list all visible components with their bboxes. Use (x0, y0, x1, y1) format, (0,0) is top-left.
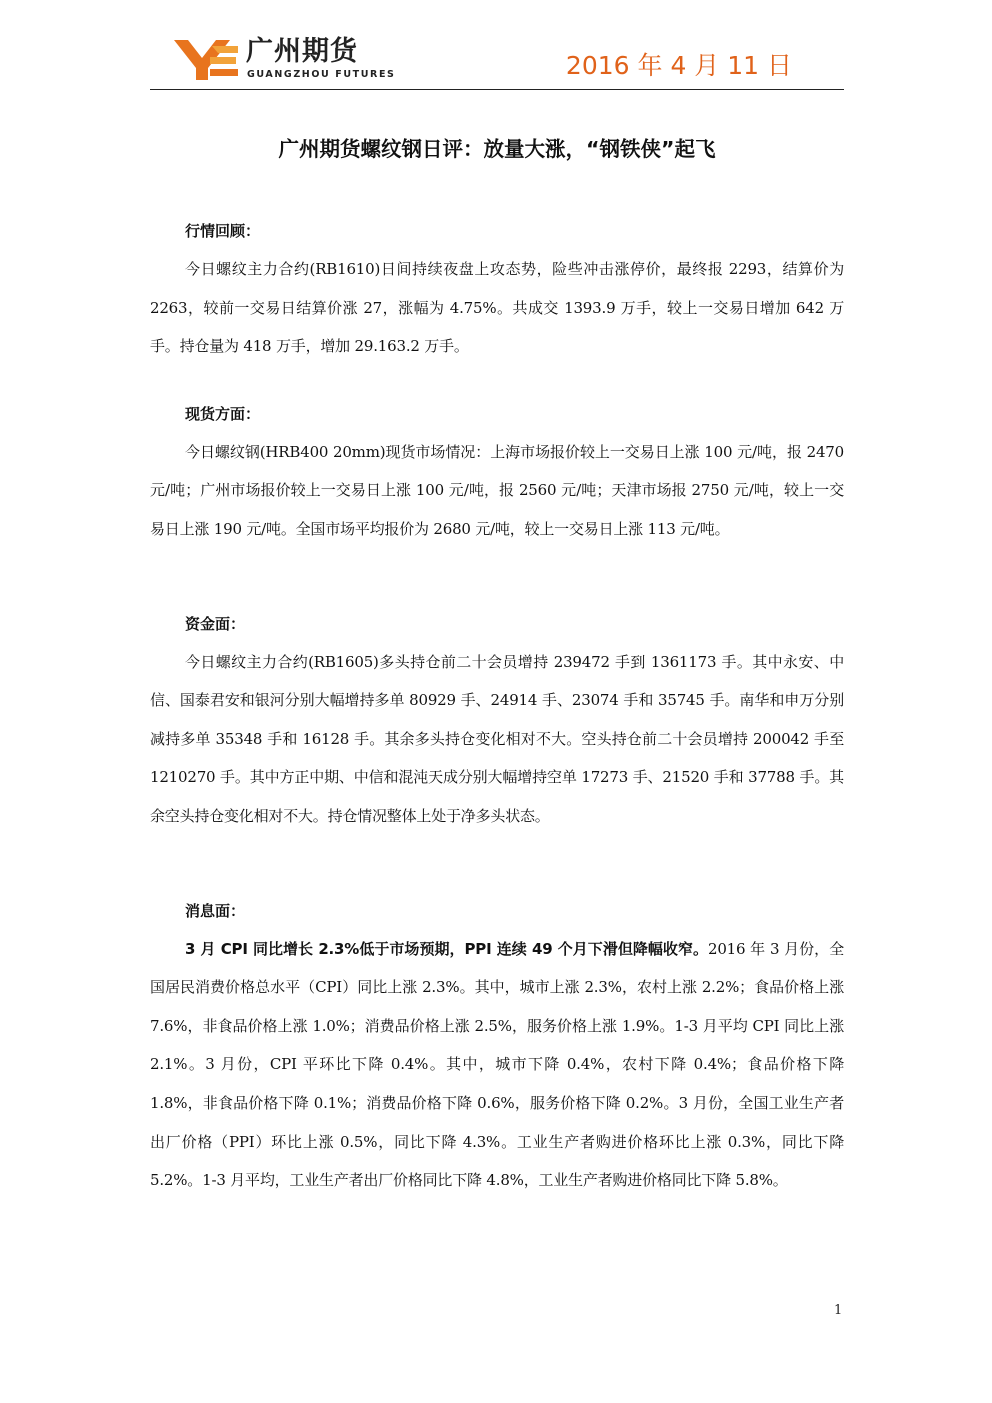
section-heading: 行情回顾： (185, 222, 261, 240)
brand-name-en: GUANGZHOU FUTURES (247, 69, 396, 80)
brand-name-cn: 广州期货 (246, 36, 358, 67)
paragraph-text: 2016 年 3 月份，全国居民消费价格总水平（CPI）同比上涨 2.3%。其中，城市上涨 2.3%，农村上涨 2.2%；食品价格上涨 7.6%，非食品价格上涨 1.0%；消费品价格上涨 2.5%，服务价格上涨 1.9%。1-3 月平均 CPI 同比上涨 2.1%。3 月份，CPI 平环比下降 0.4%。其中，城市下降 0.4%，农村下降 0.4%；食品价格下降 1.8%，非食品价格下降 0.1%；消费品价格下降 0.6%，服务价格下降 0.2%。3 月份，全国工业生产者出厂价格（PPI）环比上涨 0.5%，同比下降 4.3%。工业生产者购进价格环比上涨 0.3%，同比下降 5.2%。1-3 月平均，工业生产者出厂价格同比下降 4.8%，工业生产者购进价格同比下降 5.8%。 (150, 939, 844, 1190)
section-spot-market (150, 395, 844, 549)
paragraph-text: 今日螺纹主力合约(RB1610)日间持续夜盘上攻态势，险些冲击涨停价，最终报 2293，结算价为 2263，较前一交易日结算价涨 27，涨幅为 4.75%。共成交 1393.9 万手，较上一交易日增加 642 万手。持仓量为 418 万手，增加 29.163.2 万手。 (150, 260, 844, 356)
report-body (150, 212, 844, 1200)
section-capital (150, 605, 844, 836)
paragraph-text: 今日螺纹钢(HRB400 20mm)现货市场情况：上海市场报价较上一交易日上涨 100 元/吨，报 2470 元/吨；广州市场报价较上一交易日上涨 100 元/吨，报 2560 元/吨；天津市场报 2750 元/吨，较上一交易日上涨 190 元/吨。全国市场平均报价为 2680 元/吨，较上一交易日上涨 113 元/吨。 (150, 442, 844, 538)
section-paragraph (150, 433, 844, 549)
section-heading: 消息面： (185, 901, 246, 920)
section-paragraph (150, 250, 844, 366)
report-date: 2016 年 4 月 11 日 (565, 51, 792, 80)
section-paragraph (150, 930, 844, 1200)
report-title: 广州期货螺纹钢日评：放量大涨，“钢铁侠”起飞 (278, 137, 716, 161)
header-divider (150, 89, 844, 90)
guangzhou-futures-logo-icon (172, 38, 240, 82)
section-market-review (150, 212, 844, 366)
section-paragraph (150, 643, 844, 836)
page-number: 1 (834, 1303, 843, 1318)
news-headline: 3 月 CPI 同比增长 2.3%低于市场预期，PPI 连续 49 个月下滑但降幅收窄。 (185, 939, 708, 958)
section-heading: 资金面： (185, 614, 246, 633)
paragraph-text: 今日螺纹主力合约(RB1605)多头持仓前二十会员增持 239472 手到 1361173 手。其中永安、中信、国泰君安和银河分别大幅增持多单 80929 手、24914 手、23074 手和 35745 手。南华和申万分别减持多单 35348 手和 16128 手。其余多头持仓变化相对不大。空头持仓前二十会员增持 200042 手至 1210270 手。其中方正中期、中信和混沌天成分别大幅增持空单 17273 手、21520 手和 37788 手。其余空头持仓变化相对不大。持仓情况整体上处于净多头状态。 (150, 652, 844, 825)
section-news (150, 892, 844, 1200)
page-header (150, 34, 844, 90)
section-heading: 现货方面： (185, 404, 261, 423)
